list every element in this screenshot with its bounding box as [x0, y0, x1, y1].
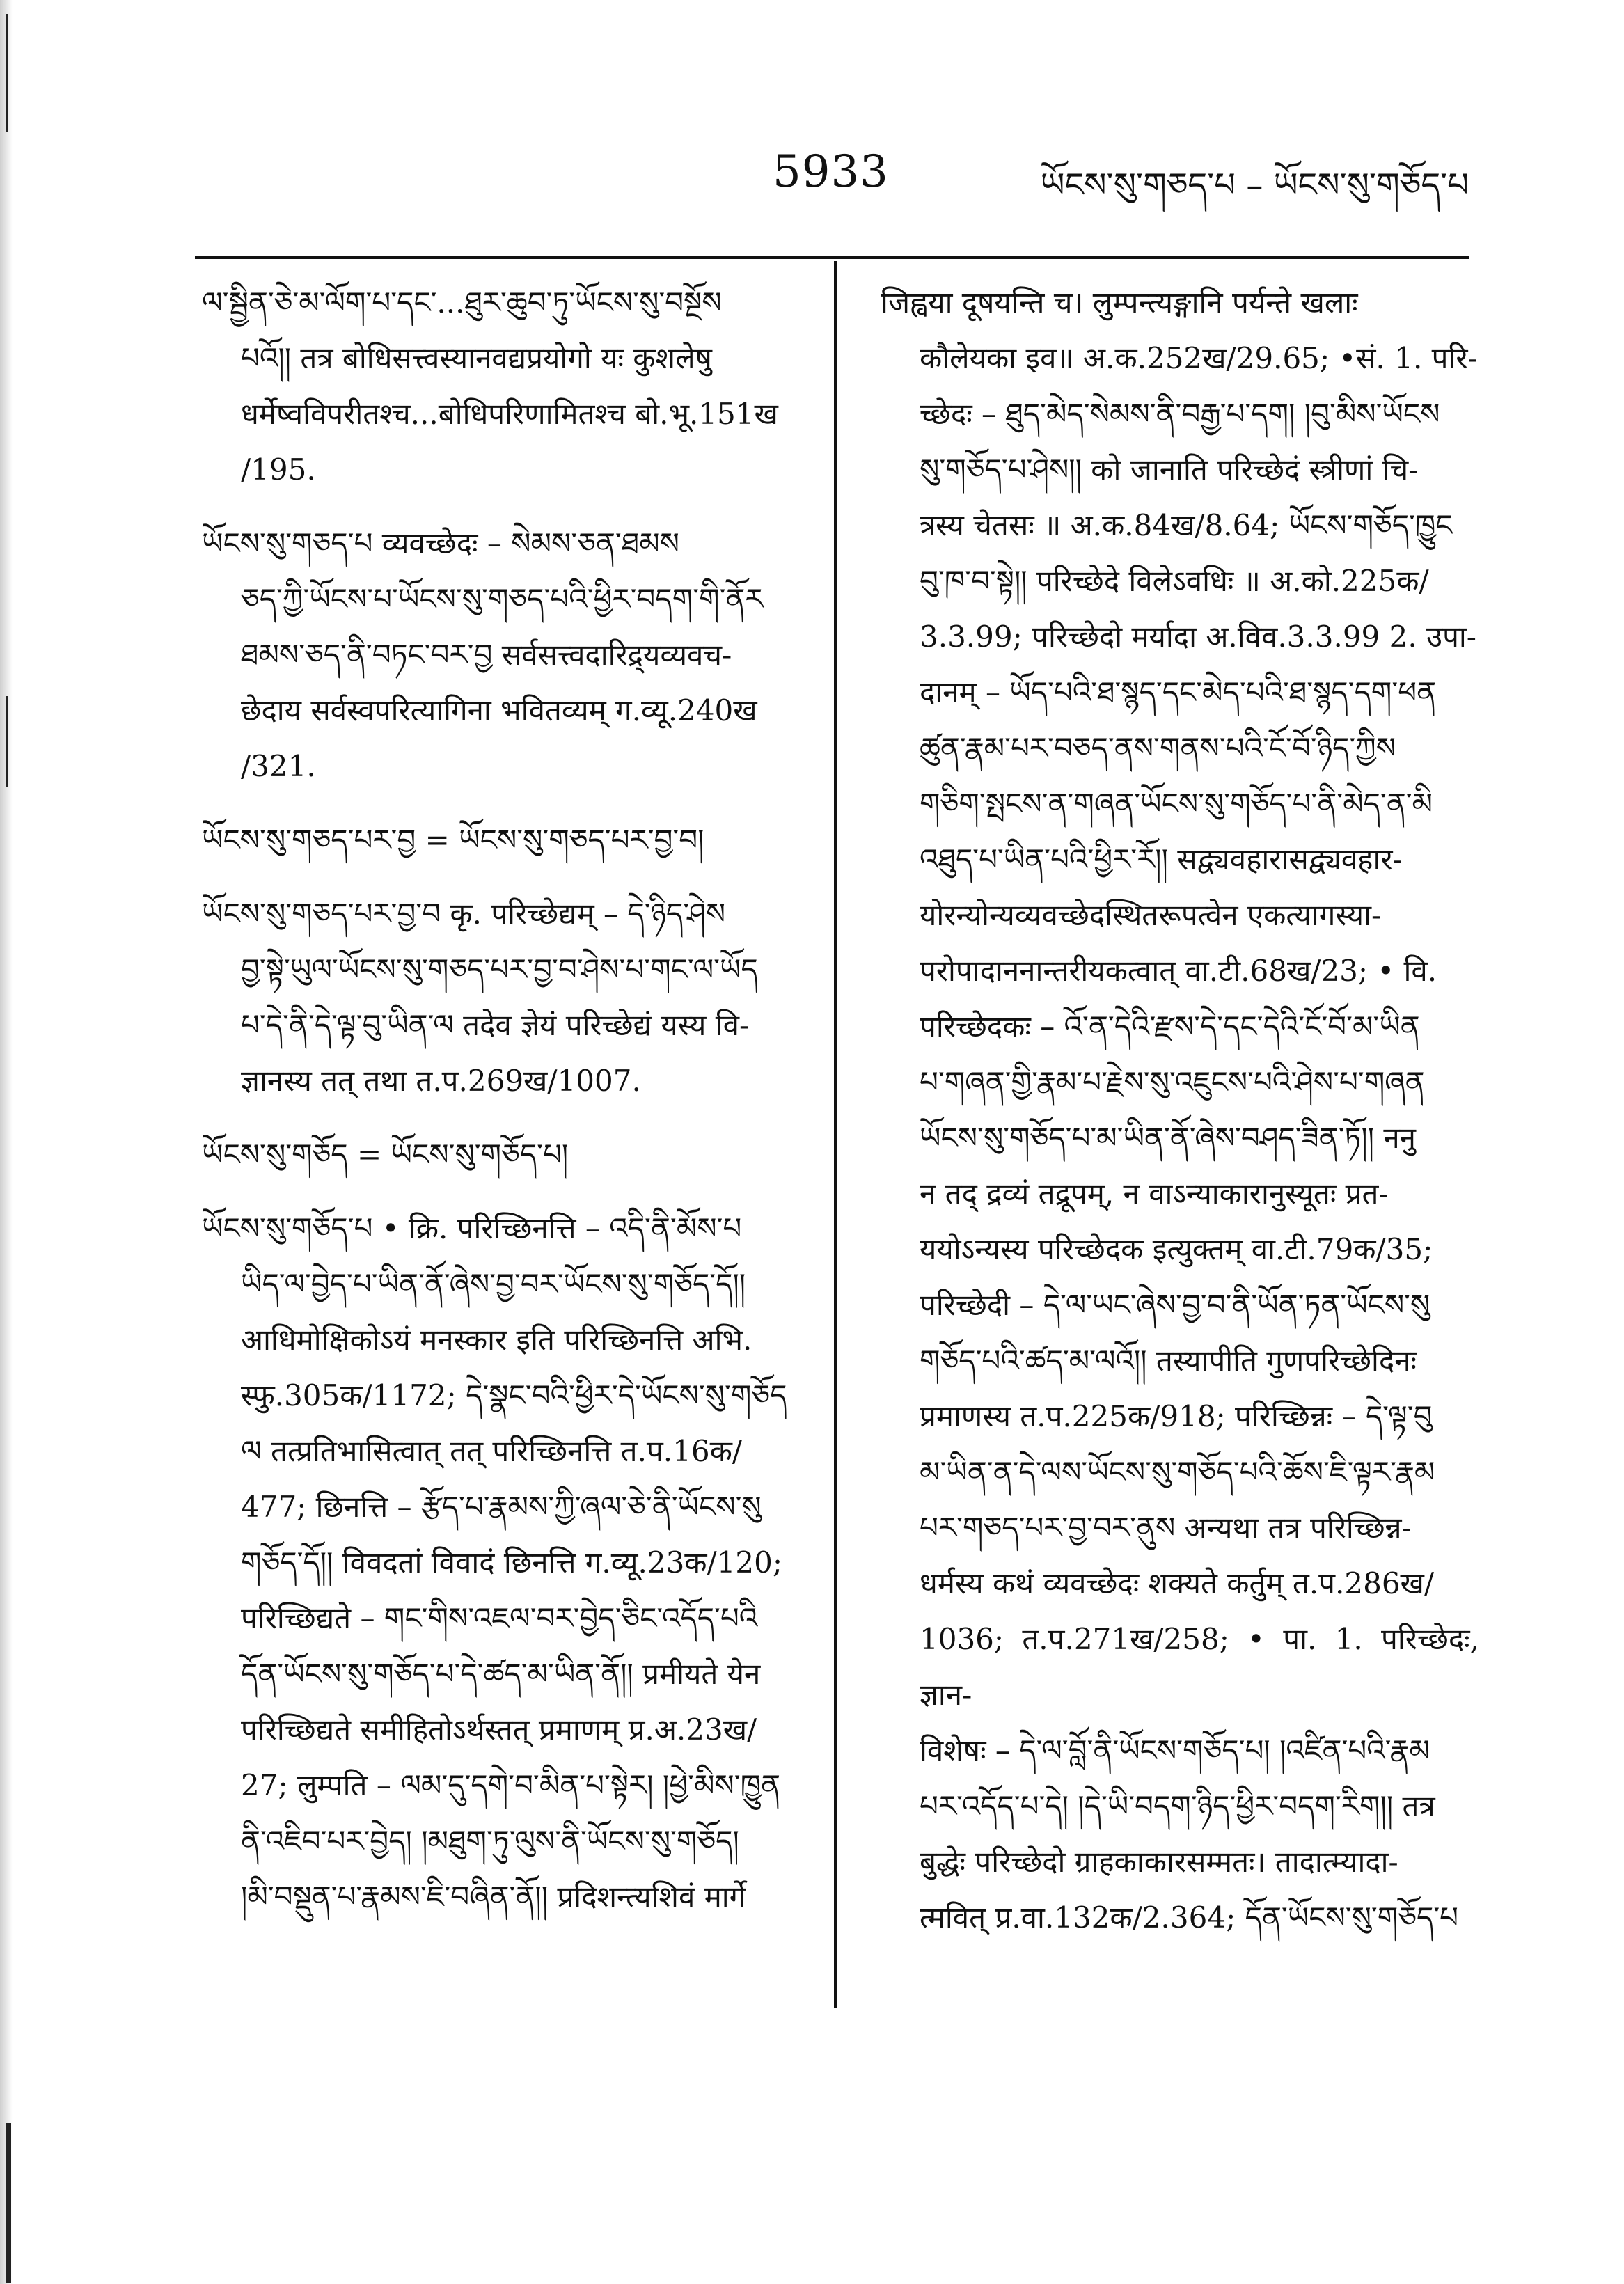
entry-line: स्फु.305क/1172; དེ་སྣང་བའི་ཕྱིར་དེ་ཡོངས་སུ་གཅོད	[241, 1378, 787, 1412]
dictionary-entry	[202, 1127, 807, 1183]
entry-headline: ལ་སྦྱིན་ཅེ་མ་ལོག་པ་དང་...ཐུར་ཆུབ་ཏུ་ཡོངས་སུ་བསྔོས	[202, 285, 722, 320]
entry-line: ज्ञानस्य तत् तथा त.प.269ख/1007.	[241, 1064, 641, 1098]
entry-line: परिच्छिद्यते समीहितोऽर्थस्तत् प्रमाणम् प्र.अ.23ख/	[241, 1712, 757, 1747]
scan-edge-mark	[6, 696, 8, 787]
entry-line: ཅད་ཀྱི་ཡོངས་པ་ཡོངས་སུ་གཅད་པའི་ཕྱིར་བདག་གི་ནོར	[241, 582, 764, 616]
entry-line: त्रस्य चेतसः ॥ अ.क.84ख/8.64; ཡོངས་གཅོད་ཁྱུང	[920, 508, 1453, 542]
right-column	[881, 275, 1479, 1964]
entry-line: च्छेदः – ཐུད་མེད་སེམས་ནི་བརྒྱ་པ་དག། །བུ་མིས་ཡོངས	[920, 397, 1440, 431]
entry-line: योरन्योन्यव्यवच्छेदस्थितरूपत्वेन एकत्यागस्या-	[920, 898, 1382, 932]
entry-line: परिच्छिद्यते – གང་གིས་འཇལ་བར་བྱེད་ཅིང་འདོད་པའི	[241, 1601, 758, 1635]
scan-edge-mark	[6, 2123, 11, 2283]
entry-line: བྱ་སྟེ་ཡུལ་ཡོངས་སུ་གཅད་པར་བྱ་བ་ཤེས་པ་གང་ལ་ཡོད	[241, 952, 758, 986]
dictionary-entry	[202, 1201, 807, 1925]
entry-line: །མི་བསྡུན་པ་རྣམས་ཇི་བཞིན་ནོ།། प्रदिशन्त्यशिवं मार्गे	[241, 1880, 746, 1914]
entry-line: धर्मस्य कथं व्यवच्छेदः शक्यते कर्तुम् त.प.286ख/	[920, 1566, 1435, 1600]
entry-headline: ཡོངས་སུ་གཅོད = ཡོངས་སུ་གཅོད་པ།	[202, 1137, 569, 1172]
dictionary-entry	[202, 812, 807, 868]
entry-line: प्रमाणस्य त.प.225क/918; परिच्छिन्नः – དེ་ལྟ་བུ	[920, 1399, 1433, 1433]
entry-line: ययोऽन्यस्य परिच्छेदक इत्युक्तम् वा.टी.79क/35;	[920, 1232, 1433, 1266]
entry-headline: ཡོངས་སུ་གཅོད་པ • क्रि. परिच्छिनत्ति – འདི་ནི་མོས་པ	[202, 1211, 742, 1245]
entry-line: གཅོད་པའི་ཚད་མ་ལའོ།། तस्यापीति गुणपरिच्छेदिनः	[920, 1344, 1417, 1378]
entry-line: ཡོངས་སུ་གཅོད་པ་མ་ཡིན་ནོ་ཞེས་བཤད་ཟིན་ཏོ།། ननु	[920, 1121, 1416, 1155]
entry-line: विशेषः – དེ་ལ་བློ་ནི་ཡོངས་གཅོད་པ། །འཛིན་པའི་རྣམ	[920, 1733, 1430, 1767]
entry-headline: जिह्वया दूषयन्ति च। लुम्पन्त्यङ्गानि पर्यन्ते खलाः	[881, 285, 1358, 320]
scan-edge-mark	[6, 14, 8, 132]
entry-line: कौलेयका इव॥ अ.क.252ख/29.65; •सं. 1. परि-	[920, 341, 1478, 375]
entry-line: བུ་ཁ་བ་སྟེ།། परिच्छेदे विलेऽवधिः ॥ अ.को.225क/	[920, 564, 1429, 598]
entry-line: /195.	[241, 452, 316, 487]
entry-line: པར་གཅད་པར་བྱ་བར་ནུས अन्यथा तत्र परिच्छिन्न-	[920, 1511, 1412, 1545]
entry-line: 1036; त.प.271ख/258; • पा. 1. परिच्छेदः, ज्ञान-	[920, 1622, 1479, 1712]
entry-line: परिच्छेदकः – འོ་ན་དེའི་རྫས་དེ་དང་དེའི་ངོ་བོ་མ་ཡིན	[920, 1009, 1420, 1043]
entry-line: /321.	[241, 749, 316, 783]
entry-line: པའོ།། तत्र बोधिसत्त्वस्यानवद्यप्रयोगो यः कुशलेषु	[241, 341, 712, 375]
dictionary-entry	[202, 886, 807, 1109]
running-head: ཡོངས་སུ་གཅད་པ – ཡོངས་སུ་གཅོད་པ	[1040, 166, 1469, 205]
column-divider	[834, 261, 837, 2008]
entry-headline: ཡོངས་སུ་གཅད་པར་བྱ་བ कृ. परिच्छेद्यम् – དེ་ཉིད་ཤེས	[202, 897, 726, 931]
header-rule	[195, 256, 1469, 259]
entry-line: 477; छिनत्ति – རྩོད་པ་རྣམས་ཀྱི་ཞལ་ཅེ་ནི་ཡོངས་སུ	[241, 1490, 762, 1524]
entry-line: परोपादाननान्तरीयकत्वात् वा.टी.68ख/23; • वि.	[920, 954, 1437, 988]
entry-line: ནི་འཇིབ་པར་བྱེད། །མཐུག་ཏུ་ལུས་ནི་ཡོངས་སུ་གཅོད།	[241, 1824, 739, 1858]
entry-line: बुद्धेः परिच्छेदो ग्राहकाकारसम्मतः। तादात्म्यादा-	[920, 1845, 1398, 1879]
entry-line: त्मवित् प्र.वा.132क/2.364; དོན་ཡོངས་སུ་གཅོད་པ	[920, 1900, 1459, 1935]
entry-line: གཅིག་སྤངས་ན་གཞན་ཡོངས་སུ་གཅོད་པ་ནི་མེད་ན་མི	[920, 787, 1433, 821]
entry-line: ཐམས་ཅད་ནི་བཏང་བར་བྱ सर्वसत्त्वदारिद्र्यव्यवच-	[241, 638, 732, 672]
dictionary-entry	[202, 516, 807, 794]
entry-line: པར་འདོད་པ་དེ། །དེ་ཡི་བདག་ཉིད་ཕྱིར་བདག་རིག།། तत्र	[920, 1789, 1435, 1823]
entry-headline: ཡོངས་སུ་གཅད་པར་བྱ = ཡོངས་སུ་གཅད་པར་བྱ་བ།	[202, 823, 704, 857]
entry-headline: ཡོངས་སུ་གཅད་པ व्यवच्छेदः – སེམས་ཅན་ཐམས	[202, 526, 679, 560]
entry-line: པ་གཞན་གྱི་རྣམ་པ་རྗེས་སུ་འཇུངས་པའི་ཤེས་པ་གཞན	[920, 1065, 1425, 1099]
scan-edge-shadow	[0, 0, 13, 2284]
entry-line: धर्मेष्वविपरीतश्च...बोधिपरिणामितश्च बो.भू.151ख	[241, 397, 778, 431]
entry-line: छेदाय सर्वस्वपरित्यागिना भवितव्यम् ग.व्यू.240ख	[241, 693, 757, 727]
entry-line: 3.3.99; परिच्छेदो मर्यादा अ.विव.3.3.99 2. उपा-	[920, 620, 1476, 654]
entry-line: གཅོད་དོ།། विवदतां विवादं छिनत्ति ग.व्यू.23क/120;	[241, 1545, 783, 1580]
entry-line: दानम् – ཡོད་པའི་ཐ་སྙད་དང་མེད་པའི་ཐ་སྙད་དག་ཕན	[920, 675, 1437, 709]
entry-line: མ་ཡིན་ན་དེ་ལས་ཡོངས་སུ་གཅོད་པའི་ཆོས་ཇི་ལྟར་རྣམ	[920, 1455, 1435, 1489]
dictionary-entry	[881, 275, 1479, 1946]
entry-line: न तद् द्रव्यं तद्रूपम्, न वाऽन्याकारानुस्यूतः प्रत-	[920, 1176, 1389, 1211]
entry-line: འཐུད་པ་ཡིན་པའི་ཕྱིར་རོ།། सद्व्यवहारासद्व्यवहार-	[920, 842, 1403, 876]
entry-line: ལ तत्प्रतिभासित्वात् तत् परिच्छिनत्ति त.प.16क/	[241, 1434, 742, 1468]
left-column	[202, 275, 807, 1943]
entry-line: ཚུན་རྣམ་པར་བཅད་ནས་གནས་པའི་ངོ་བོ་ཉིད་ཀྱིས	[920, 731, 1396, 765]
entry-line: པ་དེ་ནི་དེ་ལྟ་བུ་ཡིན་ལ तदेव ज्ञेयं परिच्छेद्यं यस्य वि-	[241, 1008, 750, 1042]
entry-line: 27; लुम्पति – ལམ་དུ་དགེ་བ་མིན་པ་སྟེར། །ཕྱེ་མིས་ཁྱུན	[241, 1768, 781, 1802]
entry-line: परिच्छेदी – དེ་ལ་ཡང་ཞེས་བྱ་བ་ནི་ཡོན་ཏན་ཡོངས་སུ	[920, 1288, 1430, 1322]
entry-line: དོན་ཡོངས་སུ་གཅོད་པ་དེ་ཚད་མ་ཡིན་ནོ།། प्रमीयते येन	[241, 1657, 761, 1691]
dictionary-entry	[202, 275, 807, 498]
page-number: 5933	[773, 146, 889, 198]
entry-line: आधिमोक्षिकोऽयं मनस्कार इति परिच्छिनत्ति अभि.	[241, 1323, 752, 1357]
entry-line: སུ་གཅོད་པ་ཤེས།། को जानाति परिच्छेदं स्त्रीणां चि-	[920, 452, 1419, 487]
entry-line: ཡིད་ལ་བྱེད་པ་ཡིན་ནོ་ཞེས་བྱ་བར་ཡོངས་སུ་གཅོད་དོ།།	[241, 1267, 746, 1301]
